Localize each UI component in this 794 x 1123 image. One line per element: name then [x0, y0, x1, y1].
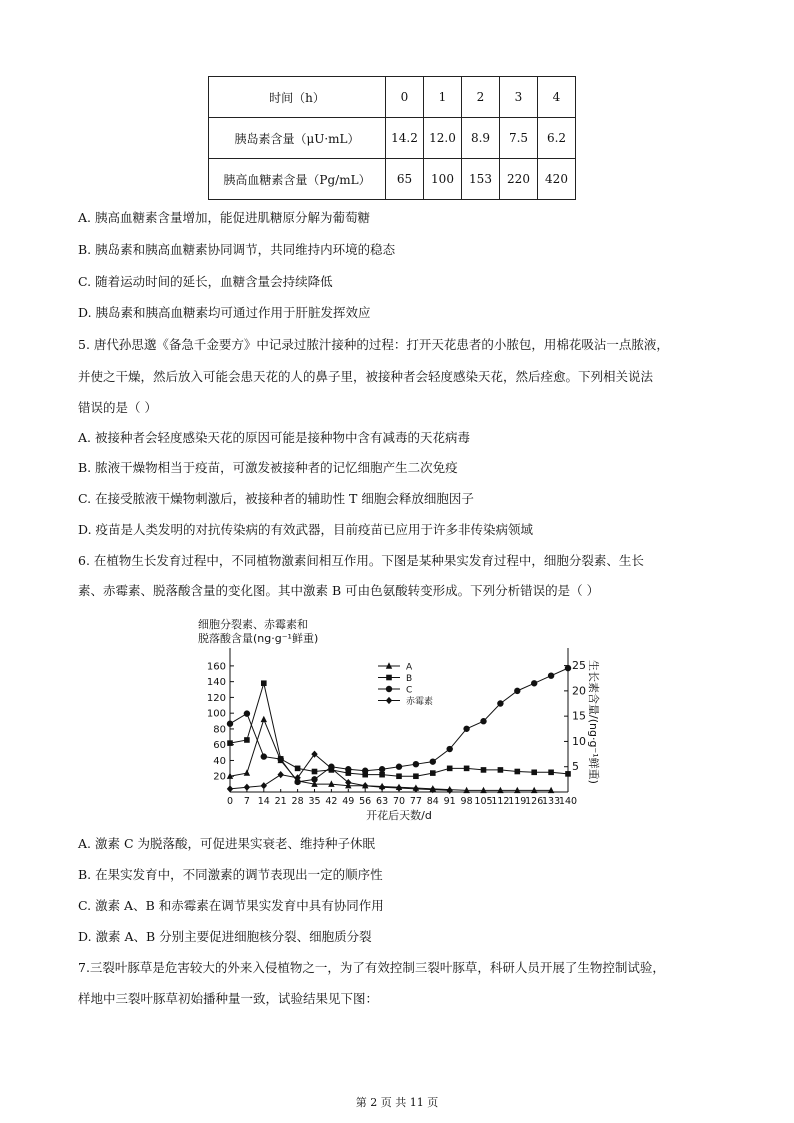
data-point [515, 769, 521, 775]
table-cell: 时间（h） [209, 77, 386, 118]
x-tick-label: 28 [291, 796, 304, 807]
data-point [244, 784, 250, 791]
q4-option-a: A. 胰高血糖素含量增加，能促进肌糖原分解为葡萄糖 [78, 210, 370, 225]
data-point [396, 764, 402, 770]
data-point [480, 718, 486, 724]
table-cell: 65 [386, 159, 424, 200]
data-point [413, 761, 419, 767]
table-cell: 420 [538, 159, 576, 200]
y-tick-label: 160 [206, 661, 226, 673]
data-point [261, 716, 267, 722]
data-point [244, 710, 250, 716]
q4-option-b: B. 胰岛素和胰高血糖素协同调节，共同维持内环境的稳态 [78, 242, 396, 257]
legend-label: 赤霉素 [406, 697, 434, 707]
table-row [209, 77, 576, 118]
x-tick-label: 70 [392, 796, 406, 807]
table-cell: 14.2 [386, 118, 424, 159]
hormone-table [208, 76, 576, 200]
data-point [447, 766, 453, 772]
x-tick-label: 140 [558, 796, 578, 807]
data-point [295, 766, 301, 772]
q6-option-b: B. 在果实发育中，不同激素的调节表现出一定的顺序性 [78, 867, 383, 882]
x-tick-label: 98 [460, 796, 473, 807]
x-tick-label: 77 [409, 796, 422, 807]
y-tick-label: 20 [213, 771, 226, 783]
y2-tick-label: 5 [572, 760, 579, 774]
data-point [548, 672, 554, 678]
x-tick-label: 21 [274, 796, 287, 807]
table-cell: 8.9 [462, 118, 500, 159]
table-cell: 100 [424, 159, 462, 200]
data-point [464, 766, 470, 772]
q6-option-c: C. 激素 A、B 和赤霉素在调节果实发育中具有协同作用 [78, 898, 384, 913]
q5-stem-line: 并使之干燥，然后放入可能会患天花的人的鼻子里，被接种者会轻度感染天花，然后痊愈。下列相关说法 [78, 369, 654, 384]
data-point [531, 680, 537, 686]
data-point [261, 680, 267, 686]
table-row [209, 118, 576, 159]
x-tick-label: 14 [257, 796, 270, 807]
q7-stem-line: 样地中三裂叶豚草初始播种量一致，试验结果见下图： [78, 991, 379, 1006]
data-point [463, 726, 469, 732]
data-point [227, 740, 233, 746]
x-tick-label: 63 [376, 796, 389, 807]
data-point [531, 769, 537, 775]
data-point [312, 769, 318, 775]
data-point [227, 721, 233, 727]
data-point [386, 697, 392, 704]
q5-option-c: C. 在接受脓液干燥物刺激后，被接种者的辅助性 T 细胞会释放细胞因子 [78, 491, 474, 506]
q6-stem-line: 素、赤霉素、脱落酸含量的变化图。其中激素 B 可由色氨酸转变形成。下列分析错误的是（ ） [78, 583, 600, 598]
table-cell: 3 [500, 77, 538, 118]
x-tick-label: 0 [226, 796, 234, 807]
x-axis-title: 开花后天数/d [366, 809, 432, 822]
data-point [386, 675, 392, 681]
y-tick-label: 140 [206, 677, 226, 689]
legend-label: C [406, 685, 413, 696]
data-point [386, 686, 392, 692]
hormone-chart [192, 606, 612, 826]
q6-option-d: D. 激素 A、B 分别主要促进细胞核分裂、细胞质分裂 [78, 929, 372, 944]
q5-option-d: D. 疫苗是人类发明的对抗传染病的有效武器，目前疫苗已应用于许多非传染病领域 [78, 522, 534, 537]
table-cell: 胰岛素含量（μU·mL） [209, 118, 386, 159]
data-point [481, 767, 487, 773]
table-cell: 6.2 [538, 118, 576, 159]
y2-tick-label: 20 [572, 684, 586, 698]
data-point [379, 766, 385, 772]
table-cell: 胰高血糖素含量（Pg/mL） [209, 159, 386, 200]
data-point [447, 787, 453, 794]
x-tick-label: 133 [542, 796, 561, 807]
x-tick-label: 84 [426, 796, 439, 807]
q4-option-d: D. 胰岛素和胰高血糖素均可通过作用于肝脏发挥效应 [78, 305, 371, 320]
data-point [278, 756, 284, 762]
data-point [565, 665, 571, 671]
q7-stem-line: 7.三裂叶豚草是危害较大的外来入侵植物之一，为了有效控制三裂叶豚草，科研人员开展了生物控制试验， [78, 960, 665, 975]
data-point [430, 758, 436, 764]
x-tick-label: 126 [525, 796, 544, 807]
x-tick-label: 119 [508, 796, 527, 807]
legend-label: B [406, 674, 413, 684]
data-point [244, 737, 250, 743]
y-tick-label: 80 [213, 724, 226, 736]
data-point [447, 746, 453, 752]
table-cell: 4 [538, 77, 576, 118]
y-tick-label: 120 [206, 692, 226, 704]
y-tick-label: 40 [213, 755, 226, 767]
data-point [514, 688, 520, 694]
x-tick-label: 91 [443, 796, 456, 807]
table-row [209, 159, 576, 200]
y-axis-title: 脱落酸含量(ng·g⁻¹鲜重) [198, 632, 319, 645]
y2-tick-label: 10 [572, 734, 586, 748]
data-point [311, 776, 317, 782]
data-point [261, 782, 267, 789]
data-point [497, 700, 503, 706]
page-footer: 第 2 页 共 11 页 [355, 1096, 439, 1109]
x-tick-label: 105 [474, 796, 493, 807]
y2-tick-label: 15 [572, 709, 586, 723]
q5-option-b: B. 脓液干燥物相当于疫苗，可激发被接种者的记忆细胞产生二次免疫 [78, 460, 458, 475]
q5-stem-line: 错误的是（ ） [78, 400, 157, 415]
q6-stem-line: 6. 在植物生长发育过程中，不同植物激素间相互作用。下图是某种果实发育过程中，细胞分裂素、生长 [78, 553, 644, 568]
table-cell: 0 [386, 77, 424, 118]
chart-series [227, 662, 571, 794]
data-point [278, 771, 284, 778]
y2-axis-title: 生长素含量/(ng·g⁻¹鲜重) [587, 660, 600, 784]
data-point [565, 771, 571, 777]
data-point [413, 785, 419, 792]
q5-option-a: A. 被接种者会轻度感染天花的原因可能是接种物中含有减毒的天花病毒 [78, 430, 470, 445]
data-point [413, 773, 419, 779]
table-cell: 1 [424, 77, 462, 118]
data-point [498, 767, 504, 773]
x-tick-label: 42 [325, 796, 338, 807]
x-tick-label: 35 [308, 796, 321, 807]
table-cell: 153 [462, 159, 500, 200]
series-line [230, 719, 551, 790]
y2-tick-label: 25 [572, 659, 586, 673]
x-tick-label: 56 [359, 796, 372, 807]
q4-option-c: C. 随着运动时间的延长，血糖含量会持续降低 [78, 274, 333, 289]
table-cell: 2 [462, 77, 500, 118]
q5-stem-line: 5. 唐代孙思邈《备急千金要方》中记录过脓汁接种的过程：打开天花患者的小脓包，用棉花吸沾一点脓液， [78, 337, 669, 352]
table-cell: 7.5 [500, 118, 538, 159]
y-tick-label: 100 [206, 708, 226, 720]
data-point [345, 766, 351, 772]
data-point [430, 770, 436, 776]
x-tick-label: 49 [342, 796, 355, 807]
x-tick-label: 112 [491, 796, 510, 807]
y-tick-label: 60 [213, 740, 226, 752]
data-point [244, 769, 250, 775]
data-point [396, 784, 402, 791]
table-cell: 12.0 [424, 118, 462, 159]
data-point [362, 768, 368, 774]
data-point [261, 753, 267, 759]
legend-label: A [406, 662, 413, 673]
data-point [379, 772, 385, 778]
data-point [379, 784, 385, 791]
y-axis-title: 细胞分裂素、赤霉素和 [198, 618, 308, 631]
data-point [548, 769, 554, 775]
data-point [396, 773, 402, 779]
x-tick-label: 7 [243, 796, 250, 807]
q6-option-a: A. 激素 C 为脱落酸，可促进果实衰老、维持种子休眠 [78, 836, 375, 851]
table-cell: 220 [500, 159, 538, 200]
data-point [227, 785, 233, 792]
